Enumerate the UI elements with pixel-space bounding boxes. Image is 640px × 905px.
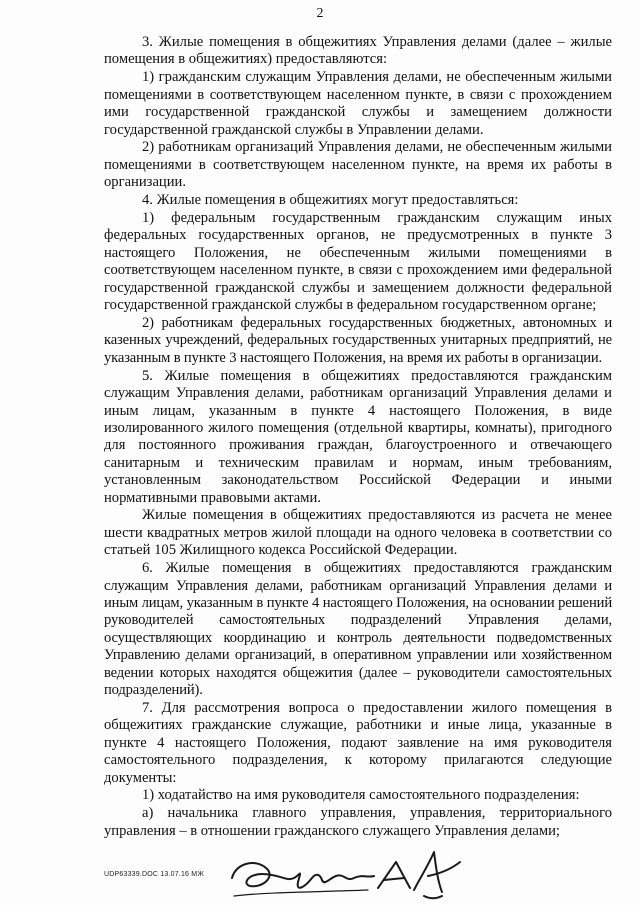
paragraph-5-area: Жилые помещения в общежитиях предоставляются из расчета не менее шести квадратных метров жилой площади на одного человека в соответствии со статьей 105 Жилищного кодекса Российской Федерации. bbox=[104, 507, 612, 559]
paragraph-6: 6. Жилые помещения в общежитиях предоставляются гражданским служащим Управления делами, работникам организаций Управления делами и иным лицам, указанным в пункте 4 настоящего Положения, на основании решений руководителей самостоятельных подразделений Управления делами, осуществляющих координацию и контроль деятельности подведомственных Управлению делами организаций, в оперативном управлении или хозяйственном ведении которых находятся общежития (далее – руководители самостоятельных подразделений). bbox=[104, 560, 612, 699]
paragraph-3-2: 2) работникам организаций Управления делами, не обеспеченным жилыми помещениями в соответствующем населенном пункте, на время их работы в организации. bbox=[104, 139, 612, 191]
footer-doc-code: UDP63339.DOC 13.07.16 МЖ bbox=[104, 871, 204, 878]
paragraph-5: 5. Жилые помещения в общежитиях предоставляются гражданским служащим Управления делами, работникам организаций Управления делами и иным лицам, указанным в пункте 4 настоящего Положения, в виде изолированного жилого помещения (отдельной квартиры, комнаты), пригодного для постоянного проживания граждан, благоустроенного и отвечающего санитарным и техническим правилам и нормам, иным требованиям, установленным законодательством Российской Федерации и иными нормативными правовыми актами. bbox=[104, 367, 612, 506]
paragraph-4-2: 2) работникам федеральных государственных бюджетных, автономных и казенных учреждений, федеральных государственных унитарных предприятий, не указанным в пункте 3 настоящего Положения, на время их работы в организации. bbox=[104, 315, 612, 366]
paragraph-7-1: 1) ходатайство на имя руководителя самостоятельного подразделения: bbox=[142, 787, 580, 804]
paragraph-7-1-a: а) начальника главного управления, управления, территориального управления – в отношении гражданского служащего Управления делами; bbox=[104, 805, 612, 839]
page-number: 2 bbox=[316, 6, 324, 21]
paragraph-3: 3. Жилые помещения в общежитиях Управления делами (далее – жилые помещения в общежитиях) предоставляются: bbox=[104, 34, 612, 68]
paragraph-7: 7. Для рассмотрения вопроса о предоставлении жилого помещения в общежитиях гражданские служащие, работники и иные лица, указанные в пункте 4 настоящего Положения, подают заявление на имя руководителя самостоятельного подразделения, к которому прилагаются следующие документы: bbox=[104, 699, 612, 786]
handwritten-signature bbox=[228, 848, 478, 904]
paragraph-4: 4. Жилые помещения в общежитиях могут предоставляться: bbox=[142, 192, 519, 209]
paragraph-4-1: 1) федеральным государственным гражданским служащим иных федеральных государственных органов, не предусмотренных в пункте 3 настоящего Положения, не обеспеченным жилыми помещениями в соответствующем населенном пункте, в связи с прохождением ими федеральной государственной гражданской службы и замещением должности федеральной государственной гражданской службы в федеральном государственном органе; bbox=[104, 210, 612, 314]
paragraph-3-1: 1) гражданским служащим Управления делами, не обеспеченным жилыми помещениями в соответствующем населенном пункте, в связи с прохождением ими государственной гражданской службы и замещением должности государственной гражданской службы в Управлении делами. bbox=[104, 69, 612, 138]
document-body bbox=[104, 34, 612, 841]
